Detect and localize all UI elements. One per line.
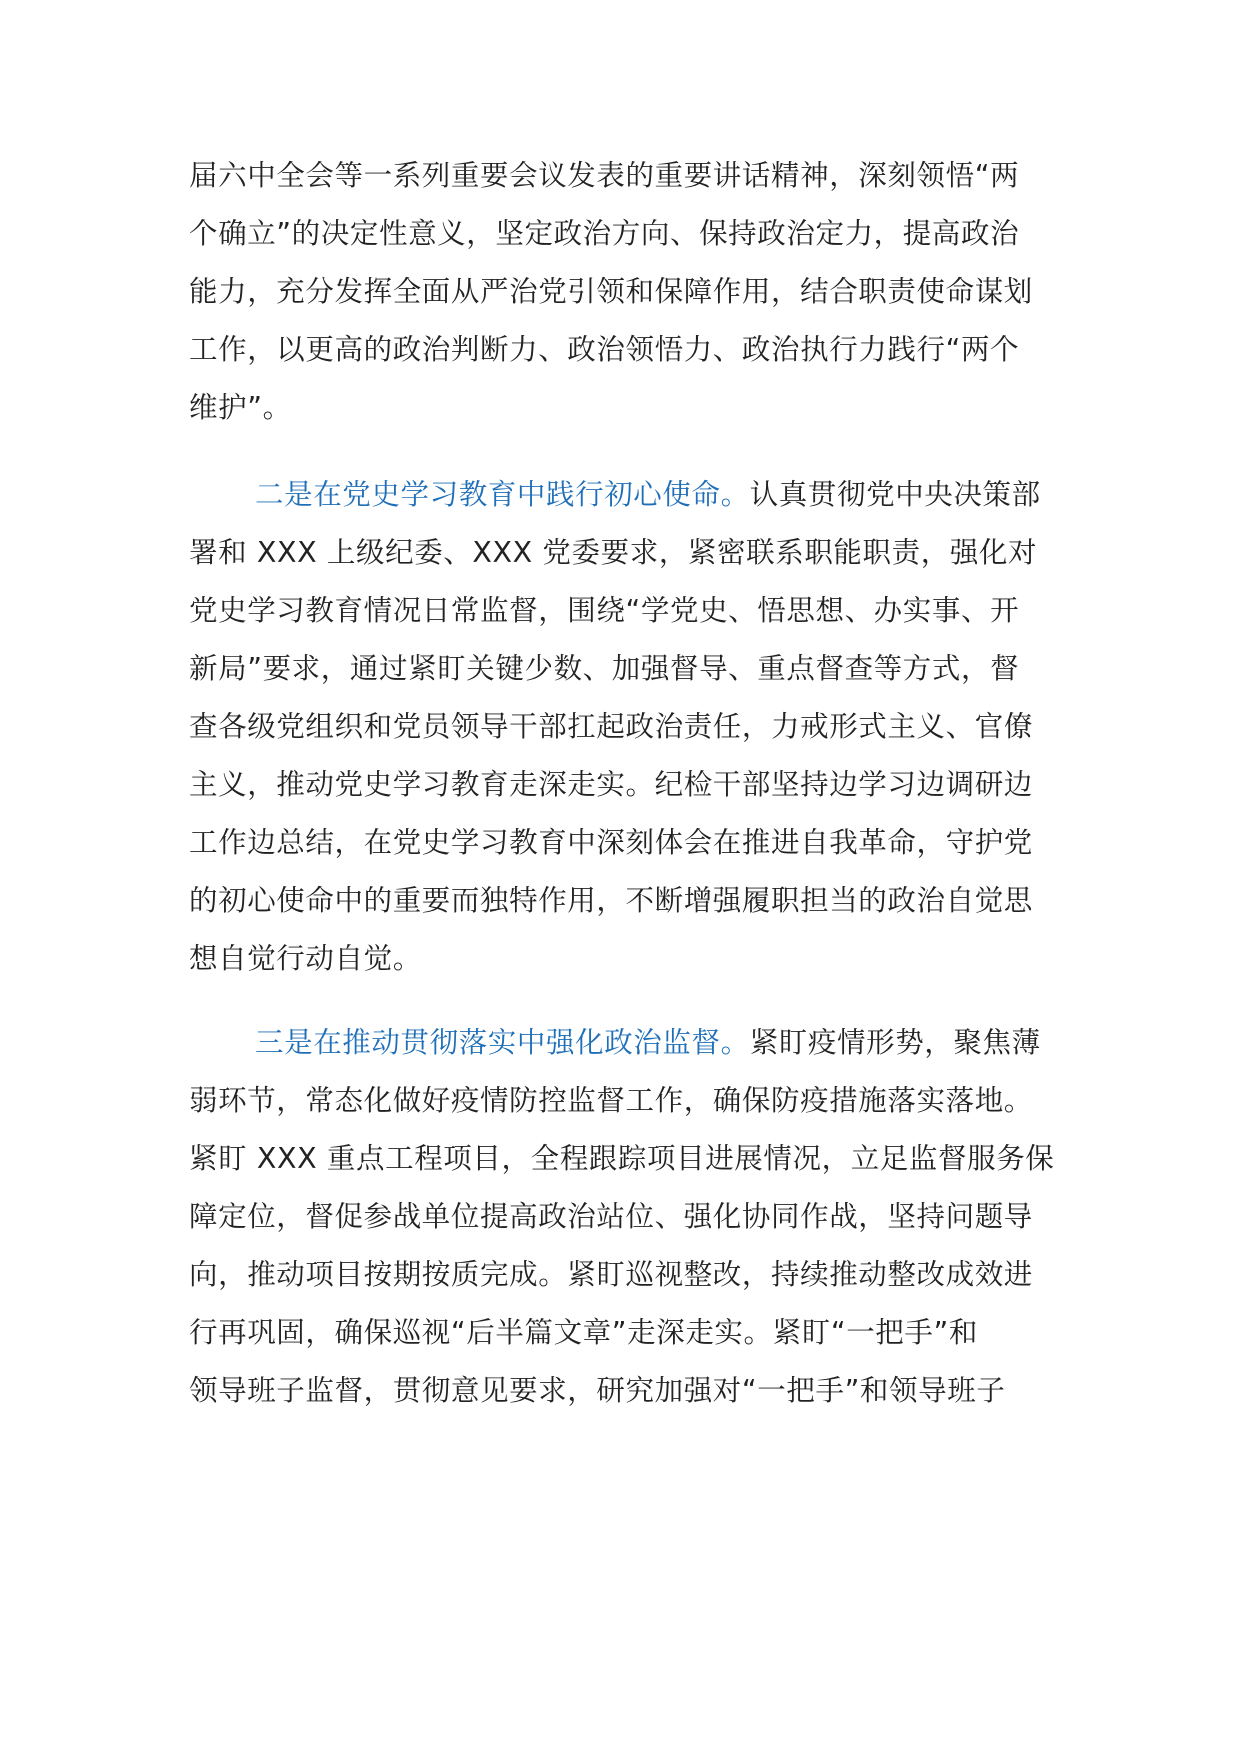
paragraph-2-first-line: [255, 475, 1041, 515]
paragraph-3-first-line: [255, 1023, 1041, 1063]
paragraph-3-line-7: 领导班子监督，贯彻意见要求，研究加强对“一把手”和领导班子: [189, 1374, 1006, 1407]
paragraph-3-line-2: 弱环节，常态化做好疫情防控监督工作，确保防疫措施落实落地。: [189, 1084, 1033, 1117]
paragraph-2-line-2: 署和 XXX 上级纪委、XXX 党委要求，紧密联系职能职责，强化对: [189, 536, 1038, 569]
paragraph-1-line-2: 个确立”的决定性意义，坚定政治方向、保持政治定力，提高政治: [189, 217, 1020, 250]
paragraph-1-line-5: 维护”。: [189, 391, 292, 424]
paragraph-2-line-7: 工作边总结，在党史学习教育中深刻体会在推进自我革命，守护党: [189, 826, 1033, 859]
paragraph-2-line-4: 新局”要求，通过紧盯关键少数、加强督导、重点督查等方式，督: [189, 652, 1020, 685]
document-page: [189, 0, 1059, 1754]
paragraph-2-heading: 二是在党史学习教育中践行初心使命。: [255, 478, 750, 511]
paragraph-2-line-5: 查各级党组织和党员领导干部扛起政治责任，力戒形式主义、官僚: [189, 710, 1033, 743]
paragraph-3-line-5: 向，推动项目按期按质完成。紧盯巡视整改，持续推动整改成效进: [189, 1258, 1033, 1291]
paragraph-2-line-3: 党史学习教育情况日常监督，围绕“学党史、悟思想、办实事、开: [189, 594, 1020, 627]
paragraph-2-line-6: 主义，推动党史学习教育走深走实。纪检干部坚持边学习边调研边: [189, 768, 1033, 801]
paragraph-1-line-3: 能力，充分发挥全面从严治党引领和保障作用，结合职责使命谋划: [189, 275, 1033, 308]
paragraph-1-line-1: 届六中全会等一系列重要会议发表的重要讲话精神，深刻领悟“两: [189, 159, 1020, 192]
paragraph-1-line-4: 工作，以更高的政治判断力、政治领悟力、政治执行力践行“两个: [189, 333, 1020, 366]
paragraph-2-first-line-text: 认真贯彻党中央决策部: [749, 478, 1041, 511]
paragraph-3-heading: 三是在推动贯彻落实中强化政治监督。: [255, 1026, 750, 1059]
paragraph-2-line-9: 想自觉行动自觉。: [189, 942, 422, 975]
paragraph-3-line-4: 障定位，督促参战单位提高政治站位、强化协同作战，坚持问题导: [189, 1200, 1033, 1233]
paragraph-3-line-3: 紧盯 XXX 重点工程项目，全程跟踪项目进展情况，立足监督服务保: [189, 1142, 1055, 1175]
paragraph-3-line-6: 行再巩固，确保巡视“后半篇文章”走深走实。紧盯“一把手”和: [189, 1316, 978, 1349]
paragraph-3-first-line-text: 紧盯疫情形势，聚焦薄: [749, 1026, 1041, 1059]
paragraph-2-line-8: 的初心使命中的重要而独特作用，不断增强履职担当的政治自觉思: [189, 884, 1033, 917]
